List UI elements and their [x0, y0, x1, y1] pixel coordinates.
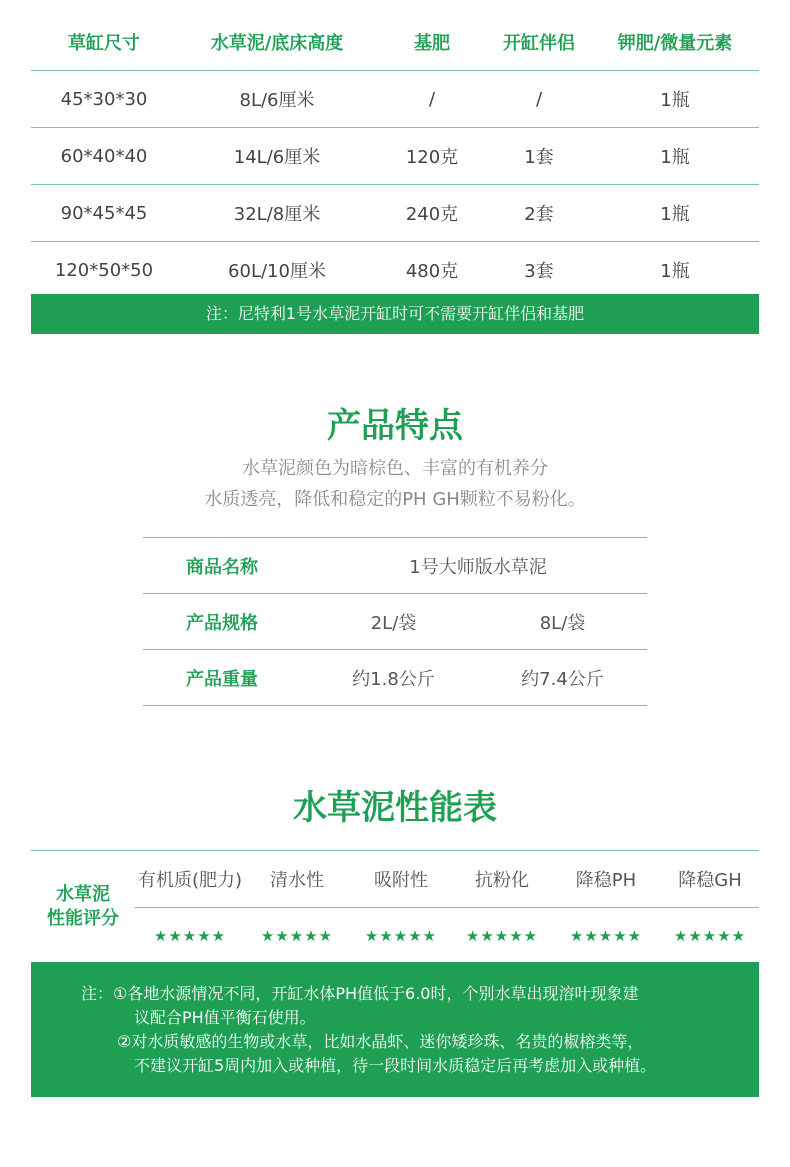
- performance-table: [31, 850, 759, 963]
- note-line3: ②对水质敏感的生物或水草，比如水晶虾、迷你矮珍珠、名贵的椒榕类等，: [117, 1032, 644, 1051]
- cell-potassium: 1瓶: [660, 90, 690, 111]
- cell-fertilizer: 480克: [405, 261, 459, 282]
- table-row: [31, 185, 759, 242]
- spec-value: 1号大师版水草泥: [409, 556, 547, 578]
- cell-potassium: 1瓶: [660, 261, 690, 282]
- cell-size: 120*50*50: [54, 259, 154, 281]
- spec-label: 商品名称: [186, 556, 258, 578]
- spec-value: 约1.8公斤: [352, 668, 435, 690]
- cell-fertilizer: /: [428, 88, 436, 110]
- performance-stars-row: [135, 908, 759, 963]
- spec-value: 2L/袋: [370, 612, 417, 634]
- header-tank-size: 草缸尺寸: [68, 33, 140, 54]
- spec-label: 产品重量: [186, 668, 258, 690]
- star-rating: ★★★★★: [569, 926, 643, 945]
- star-rating: ★★★★★: [465, 926, 539, 945]
- tank-size-table: [31, 14, 759, 298]
- table-row: [31, 242, 759, 298]
- product-spec-table: [143, 537, 647, 706]
- header-base-fertilizer: 基肥: [414, 33, 450, 54]
- cell-potassium: 1瓶: [660, 147, 690, 168]
- perf-header: 抗粉化: [475, 870, 529, 891]
- performance-title: 水草泥性能表: [293, 788, 497, 828]
- table-header-row: [31, 14, 759, 71]
- table-row: [31, 71, 759, 128]
- bottom-note: [31, 962, 759, 1097]
- spec-row-size: [143, 594, 647, 650]
- side-label-line1: 水草泥: [56, 884, 110, 905]
- header-substrate-height: 水草泥/底床高度: [210, 33, 344, 54]
- cell-fertilizer: 240克: [405, 204, 459, 225]
- cell-substrate: 60L/10厘米: [228, 261, 326, 282]
- cell-substrate: 32L/8厘米: [233, 204, 321, 225]
- cell-substrate: 8L/6厘米: [239, 90, 315, 111]
- cell-starter: 1套: [524, 147, 554, 168]
- performance-side-label: [31, 851, 135, 963]
- cell-size: 60*40*40: [60, 145, 148, 167]
- cell-starter: 2套: [524, 204, 554, 225]
- spec-value: 8L/袋: [539, 612, 586, 634]
- side-label-line2: 性能评分: [47, 908, 119, 929]
- cell-size: 45*30*30: [60, 88, 148, 110]
- note-line4: 不建议开缸5周内加入或种植，待一段时间水质稳定后再考虑加入或种植。: [134, 1056, 657, 1075]
- star-rating: ★★★★★: [673, 926, 747, 945]
- table-row: [31, 128, 759, 185]
- header-potassium: 钾肥/微量元素: [617, 33, 733, 54]
- spec-label: 产品规格: [186, 612, 258, 634]
- perf-header: 吸附性: [374, 870, 428, 891]
- star-rating: ★★★★★: [153, 926, 227, 945]
- perf-header: 清水性: [270, 870, 324, 891]
- perf-header: 降稳PH: [575, 870, 637, 891]
- note-line1: 注：①各地水源情况不同，开缸水体PH值低于6.0时，个别水草出现溶叶现象建: [81, 984, 639, 1003]
- spec-value: 约7.4公斤: [521, 668, 604, 690]
- cell-fertilizer: 120克: [405, 147, 459, 168]
- size-table-note: 注：尼特利1号水草泥开缸时可不需要开缸伴侣和基肥: [31, 294, 759, 334]
- cell-starter: 3套: [524, 261, 554, 282]
- cell-potassium: 1瓶: [660, 204, 690, 225]
- perf-header: 降稳GH: [678, 870, 742, 891]
- spec-row-weight: [143, 650, 647, 706]
- star-rating: ★★★★★: [364, 926, 438, 945]
- cell-substrate: 14L/6厘米: [233, 147, 321, 168]
- features-desc-line2: 水质透亮，降低和稳定的PH GH颗粒不易粉化。: [204, 489, 586, 510]
- perf-header: 有机质(肥力): [137, 870, 243, 891]
- features-title: 产品特点: [327, 406, 463, 446]
- cell-starter: /: [535, 88, 543, 110]
- cell-size: 90*45*45: [60, 202, 148, 224]
- spec-row-name: [143, 538, 647, 594]
- header-starter-kit: 开缸伴侣: [503, 33, 575, 54]
- star-rating: ★★★★★: [260, 926, 334, 945]
- note-line2: 议配合PH值平衡石使用。: [134, 1008, 316, 1027]
- performance-header-row: [135, 851, 759, 908]
- features-desc-line1: 水草泥颜色为暗棕色、丰富的有机养分: [242, 458, 548, 479]
